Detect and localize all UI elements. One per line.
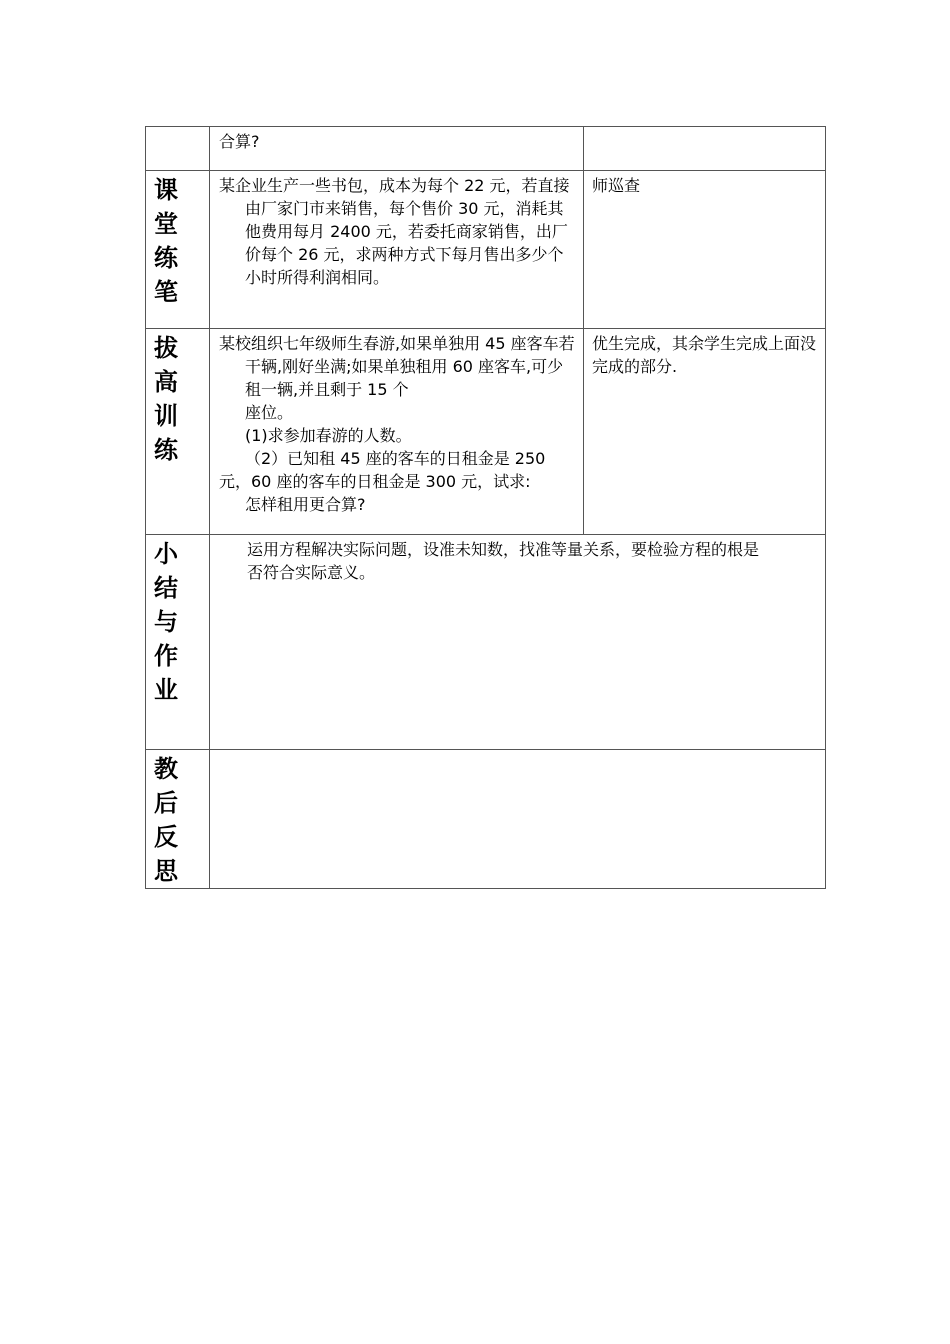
table-row-continuation	[146, 127, 826, 171]
label-cell-practice	[146, 171, 210, 329]
lesson-plan-table	[145, 126, 826, 889]
table-row-reflection	[146, 750, 826, 889]
advanced-question-1: (1)求参加春游的人数。	[245, 426, 412, 445]
reflection-content	[210, 750, 825, 753]
continuation-text: 合算?	[219, 132, 260, 151]
content-cell-summary	[210, 535, 826, 750]
label-cell-empty	[146, 127, 210, 171]
summary-label: 小结与作业	[154, 540, 178, 704]
summary-text-line1: 运用方程解决实际问题，设准未知数，找准等量关系，要检验方程的根是	[247, 540, 760, 559]
summary-text-line2: 否符合实际意义。	[247, 563, 376, 582]
note-cell-practice	[584, 171, 826, 329]
practice-label: 课堂练笔	[154, 176, 178, 306]
advanced-problem-line2: 座位。	[245, 403, 294, 422]
content-cell-reflection	[210, 750, 826, 889]
practice-note: 师巡查	[592, 176, 641, 195]
reflection-label: 教后反思	[154, 755, 178, 885]
table-row-advanced	[146, 329, 826, 535]
content-cell-advanced	[210, 329, 584, 535]
content-cell-practice	[210, 171, 584, 329]
advanced-note: 优生完成，其余学生完成上面没完成的部分.	[592, 334, 817, 376]
content-cell-continuation	[210, 127, 584, 171]
table-row-summary	[146, 535, 826, 750]
table-row-practice	[146, 171, 826, 329]
note-cell-advanced	[584, 329, 826, 535]
note-cell-continuation	[584, 127, 826, 171]
label-cell-reflection	[146, 750, 210, 889]
advanced-problem-line1: 某校组织七年级师生春游,如果单独用 45 座客车若干辆,刚好坐满;如果单独租用 60 座客车,可少租一辆,并且剩于 15 个	[219, 334, 575, 399]
advanced-label: 拔高训练	[154, 334, 178, 464]
advanced-question-2-tail: 怎样租用更合算?	[245, 495, 366, 514]
practice-problem-text: 某企业生产一些书包，成本为每个 22 元，若直接由厂家门市来销售，每个售价 30 元，消耗其他费用每月 2400 元，若委托商家销售，出厂价每个 26 元，求两种方式下每月售出多少个小时所得利润相同。	[219, 176, 570, 287]
label-cell-advanced	[146, 329, 210, 535]
label-cell-summary	[146, 535, 210, 750]
advanced-question-2: （2）已知租 45 座的客车的日租金是 250 元，60 座的客车的日租金是 300 元，试求:	[219, 449, 546, 491]
continuation-note	[584, 127, 825, 130]
